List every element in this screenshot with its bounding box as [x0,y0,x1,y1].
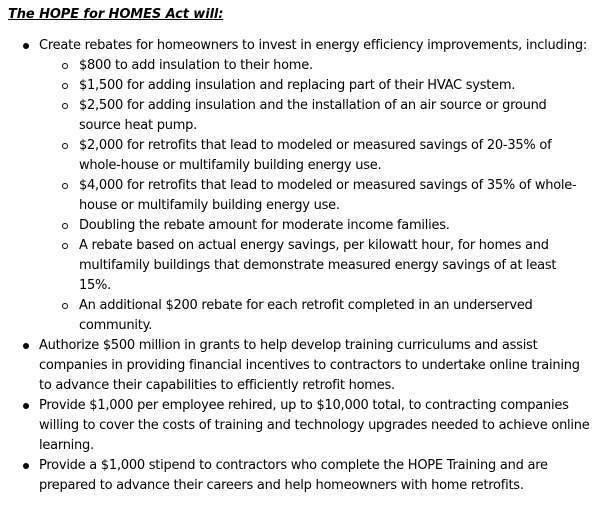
circle-bullet-icon [62,223,68,229]
sub-list-item [39,96,591,136]
bullet-icon [23,43,29,49]
list-item-text: Provide a $1,000 stipend to contractors who complete the HOPE Training and are prepared to advance their careers and help homeowners with home retrofits. [39,458,548,493]
sub-list-item-text: $4,000 for retrofits that lead to modeled or measured savings of 35% of whole-house or multifamily building energy use. [79,178,577,213]
sub-list-item-text: $2,500 for adding insulation and the installation of an air source or ground source heat pump. [79,98,547,133]
sub-list-item [39,296,591,336]
list-item [8,36,591,336]
sub-list-item [39,136,591,176]
sub-list-item-text: $2,000 for retrofits that lead to modeled or measured savings of 20-35% of whole-house or multifamily building energy use. [79,138,552,173]
sub-list-item-text: An additional $200 rebate for each retrofit completed in an underserved community. [79,298,533,333]
circle-bullet-icon [62,183,68,189]
sub-list-item [39,56,591,76]
rebates-sublist [39,56,591,336]
circle-bullet-icon [62,303,68,309]
list-item-text: Authorize $500 million in grants to help develop training curriculums and assist companies in providing financial incentives to contractors to undertake online training to advance their capabilities to efficiently retrofit homes. [39,338,580,393]
circle-bullet-icon [62,143,68,149]
list-item [8,396,591,456]
sub-list-item [39,216,591,236]
provisions-list [8,36,591,496]
list-item-text: Create rebates for homeowners to invest in energy efficiency improvements, including: [39,38,588,53]
sub-list-item-text: $800 to add insulation to their home. [79,58,313,73]
circle-bullet-icon [62,83,68,89]
list-item [8,456,591,496]
circle-bullet-icon [62,63,68,69]
bullet-icon [23,463,29,469]
sub-list-item-text: $1,500 for adding insulation and replacing part of their HVAC system. [79,78,516,93]
bullet-icon [23,343,29,349]
sub-list-item-text: Doubling the rebate amount for moderate income families. [79,218,450,233]
sub-list-item [39,236,591,296]
list-item-text: Provide $1,000 per employee rehired, up to $10,000 total, to contracting companies willing to cover the costs of training and technology upgrades needed to achieve online learning. [39,398,590,453]
circle-bullet-icon [62,243,68,249]
list-item [8,336,591,396]
sub-list-item [39,176,591,216]
document-title: The HOPE for HOMES Act will: [8,7,224,22]
circle-bullet-icon [62,103,68,109]
sub-list-item-text: A rebate based on actual energy savings, per kilowatt hour, for homes and multifamily buildings that demonstrate measured energy savings of at least 15%. [79,238,557,293]
bullet-icon [23,403,29,409]
sub-list-item [39,76,591,96]
